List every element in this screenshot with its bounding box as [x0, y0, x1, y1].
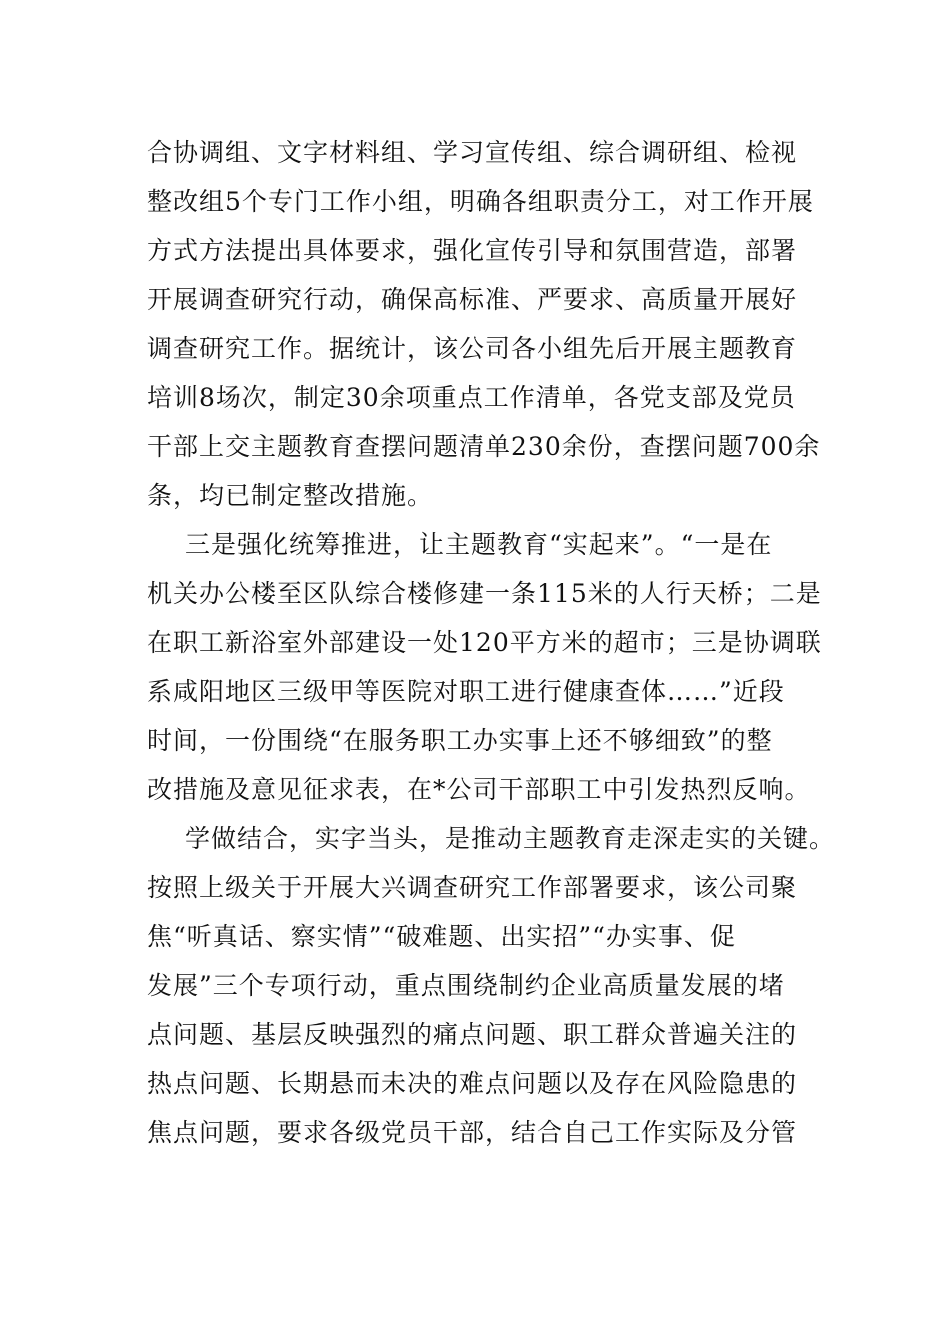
- text-line: 焦点问题，要求各级党员干部，结合自己工作实际及分管: [147, 1118, 798, 1147]
- text-line: 开展调查研究行动，确保高标准、严要求、高质量开展好: [147, 285, 798, 314]
- text-line: 方式方法提出具体要求，强化宣传引导和氛围营造，部署: [147, 236, 798, 265]
- text-line: 发展”三个专项行动，重点围绕制约企业高质量发展的堵: [147, 971, 785, 1000]
- text-line: 整改组5个专门工作小组，明确各组职责分工，对工作开展: [147, 187, 814, 216]
- text-line: 系咸阳地区三级甲等医院对职工进行健康查体……”近段: [147, 677, 785, 706]
- text-line: 点问题、基层反映强烈的痛点问题、职工群众普遍关注的: [147, 1020, 798, 1049]
- text-line: 调查研究工作。据统计，该公司各小组先后开展主题教育: [147, 334, 798, 363]
- text-line: 条，均已制定整改措施。: [147, 481, 434, 510]
- text-line: 改措施及意见征求表，在*公司干部职工中引发热烈反响。: [147, 775, 811, 804]
- text-line: 合协调组、文字材料组、学习宣传组、综合调研组、检视: [147, 138, 798, 167]
- document-body: [147, 128, 836, 1157]
- text-line: 热点问题、长期悬而未决的难点问题以及存在风险隐患的: [147, 1069, 798, 1098]
- text-line: 培训8场次，制定30余项重点工作清单，各党支部及党员: [147, 383, 796, 412]
- text-line: 干部上交主题教育查摆问题清单230余份，查摆问题700余: [147, 432, 821, 461]
- text-line: 在职工新浴室外部建设一处120平方米的超市；三是协调联: [147, 628, 822, 657]
- paragraph-start-line: 学做结合，实字当头，是推动主题教育走深走实的关键。: [185, 824, 836, 853]
- text-line: 按照上级关于开展大兴调查研究工作部署要求，该公司聚: [147, 873, 798, 902]
- text-line: 时间，一份围绕“在服务职工办实事上还不够细致”的整: [147, 726, 773, 755]
- paragraph-start-line: 三是强化统筹推进，让主题教育“实起来”。“一是在: [185, 530, 773, 559]
- text-line: 焦“听真话、察实情”“破难题、出实招”“办实事、促: [147, 922, 736, 951]
- text-line: 机关办公楼至区队综合楼修建一条115米的人行天桥；二是: [147, 579, 822, 608]
